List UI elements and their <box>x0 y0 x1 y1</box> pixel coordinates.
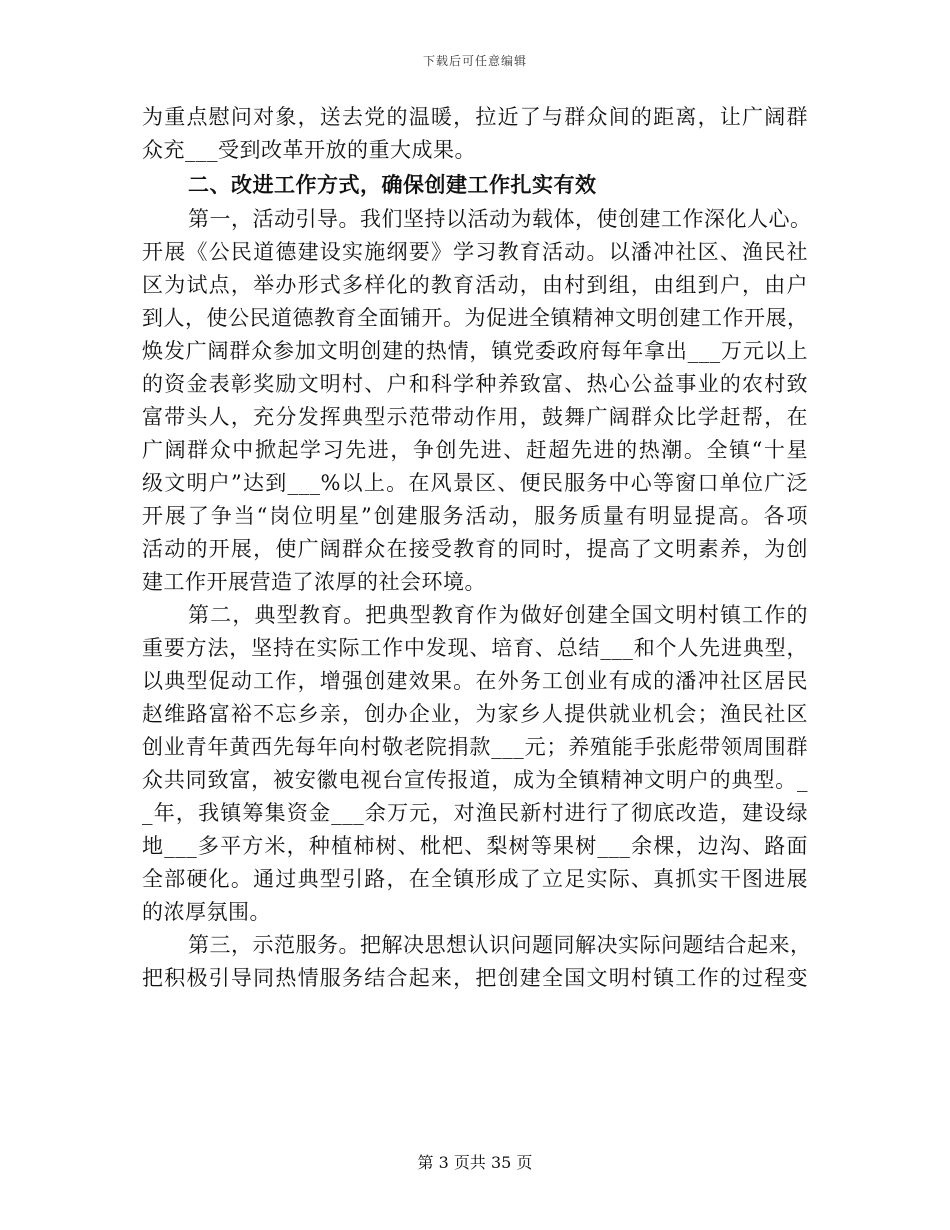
text-line: 开展了争当“岗位明星”创建服务活动，服务质量有明显提高。各项 <box>142 504 808 528</box>
text-line: 的资金表彰奖励文明村、户和科学种养致富、热心公益事业的农村致 <box>142 372 808 396</box>
text-line: 建工作开展营造了浓厚的社会环境。 <box>142 570 486 594</box>
text-line: 创业青年黄西先每年向村敬老院捐款___元；养殖能手张彪带领周围群 <box>142 735 808 759</box>
text-line: 开展《公民道德建设实施纲要》学习教育活动。以潘冲社区、渔民社 <box>142 240 808 264</box>
text-line: 以典型促动工作，增强创建效果。在外务工创业有成的潘冲社区居民 <box>142 669 808 693</box>
paragraph <box>142 101 808 167</box>
text-line: 第一，活动引导。我们坚持以活动为载体，使创建工作深化人心。 <box>188 207 812 231</box>
text-line: 焕发广阔群众参加文明创建的热情，镇党委政府每年拿出___万元以上 <box>142 339 808 363</box>
text-line: 到人，使公民道德教育全面铺开。为促进全镇精神文明创建工作开展， <box>142 306 809 330</box>
text-line: 的浓厚氛围。 <box>142 900 271 924</box>
section-heading: 二、改进工作方式，确保创建工作扎实有效 <box>188 172 597 197</box>
text-line: 众充___受到改革开放的重大成果。 <box>142 138 476 162</box>
document-body <box>142 101 812 995</box>
text-line: 区为试点，举办形式多样化的教育活动，由村到组，由组到户，由户 <box>142 273 808 297</box>
text-line: 广阔群众中掀起学习先进，争创先进、赶超先进的热潮。全镇“十星 <box>142 438 808 462</box>
paragraph <box>142 929 812 995</box>
text-line: 富带头人，充分发挥典型示范带动作用，鼓舞广阔群众比学赶帮，在 <box>142 405 808 429</box>
text-line: 赵维路富裕不忘乡亲，创办企业，为家乡人提供就业机会；渔民社区 <box>142 702 808 726</box>
text-line: 第三，示范服务。把解决思想认识问题同解决实际问题结合起来， <box>188 933 812 957</box>
text-line: 第二，典型教育。把典型教育作为做好创建全国文明村镇工作的 <box>188 603 808 627</box>
text-line: 全部硬化。通过典型引路，在全镇形成了立足实际、真抓实干图进展 <box>142 867 808 891</box>
text-line: _年，我镇筹集资金___余万元，对渔民新村进行了彻底改造，建设绿 <box>142 801 808 825</box>
text-line: 地___多平方米，种植柿树、枇杷、梨树等果树___余棵，边沟、路面 <box>142 834 808 858</box>
paragraph <box>142 203 812 599</box>
page-footer: 第 3 页共 35 页 <box>417 1153 533 1172</box>
text-line: 众共同致富，被安徽电视台宣传报道，成为全镇精神文明户的典型。_ <box>142 768 808 792</box>
text-line: 把积极引导同热情服务结合起来，把创建全国文明村镇工作的过程变 <box>142 966 808 990</box>
page-header: 下载后可任意编辑 <box>422 54 527 68</box>
text-line: 活动的开展，使广阔群众在接受教育的同时，提高了文明素养，为创 <box>142 537 808 561</box>
text-line: 为重点慰问对象，送去党的温暖，拉近了与群众间的距离，让广阔群 <box>142 105 808 129</box>
text-line: 级文明户”达到___%以上。在风景区、便民服务中心等窗口单位广泛 <box>142 471 808 495</box>
text-line: 重要方法，坚持在实际工作中发现、培育、总结___和个人先进典型， <box>142 636 808 660</box>
paragraph <box>142 599 808 929</box>
